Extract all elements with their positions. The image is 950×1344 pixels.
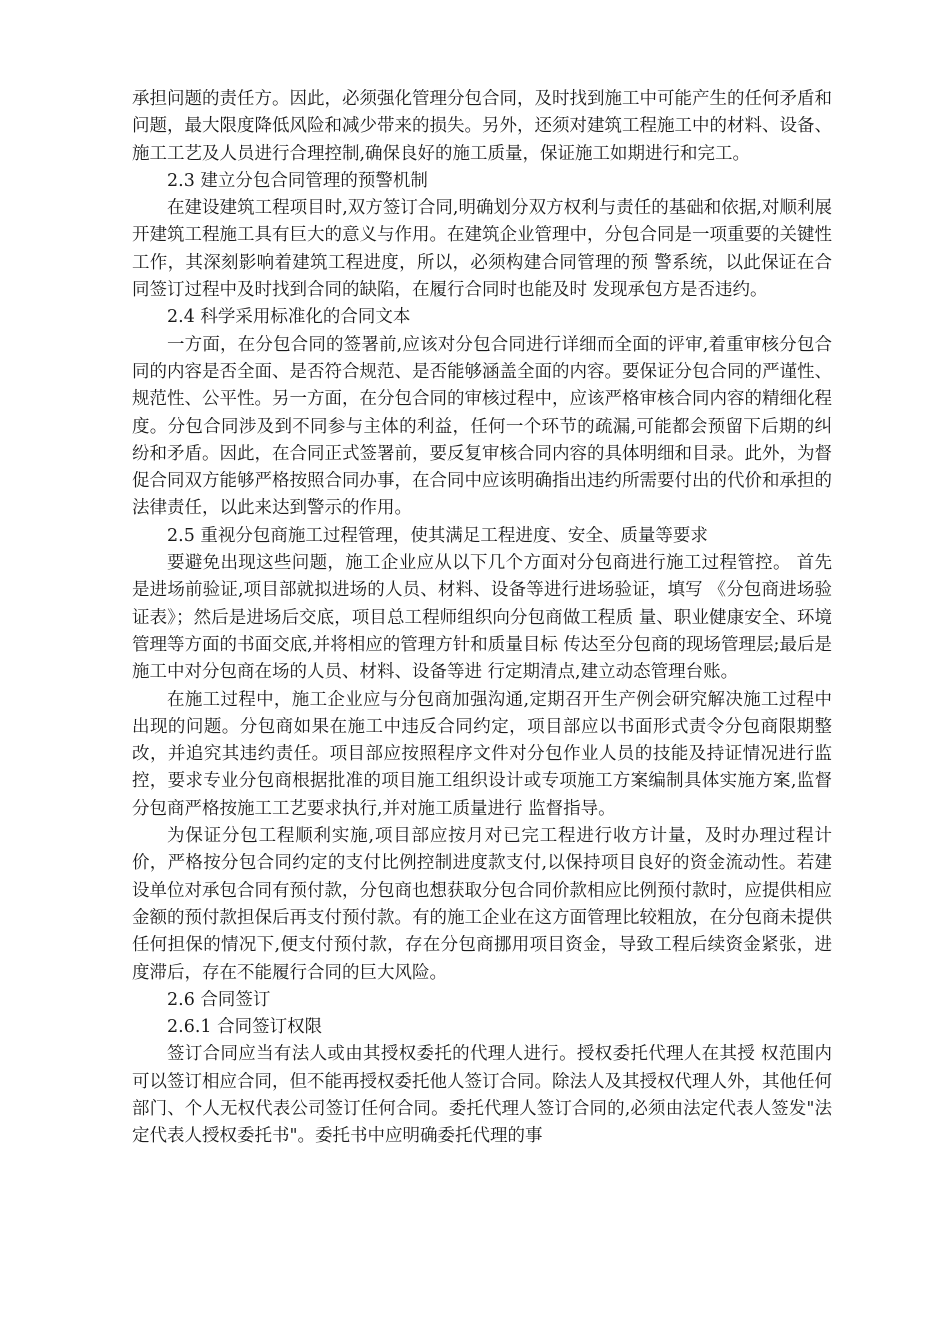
paragraph: 在建设建筑工程项目时,双方签订合同,明确划分双方权利与责任的基础和依据,对顺利展开建筑工程施工具有巨大的意义与作用。在建筑企业管理中，分包合同是一项重要的关键性工作，其深刻影响着建筑工程进度，所以，必须构建合同管理的预 警系统，以此保证在合同签订过程中及时找到合同的缺陷，在履行合同时也能及时 发现承包方是否违约。	[132, 198, 832, 301]
paragraph: 签订合同应当有法人或由其授权委托的代理人进行。授权委托代理人在其授 权范围内可以签订相应合同，但不能再授权委托他人签订合同。除法人及其授权代理人外，其他任何部门、个人无权代表公司签订任何合同。委托代理人签订合同的,必须由法定代表人签发"法定代表人授权委托书"。委托书中应明确委托代理的事	[132, 1044, 832, 1147]
section-heading: 2.4 科学采用标准化的合同文本	[167, 307, 411, 328]
paragraph: 在施工过程中，施工企业应与分包商加强沟通,定期召开生产例会研究解决施工过程中出现的问题。分包商如果在施工中违反合同约定，项目部应以书面形式责令分包商限期整改，并追究其违约责任。项目部应按照程序文件对分包作业人员的技能及持证情况进行监控，要求专业分包商根据批准的项目施工组织设计或专项施工方案编制具体实施方案,监督分包商严格按施工工艺要求执行,并对施工质量进行 监督指导。	[132, 689, 832, 819]
paragraph: 一方面，在分包合同的签署前,应该对分包合同进行详细而全面的评审,着重审核分包合同的内容是否全面、是否符合规范、是否能够涵盖全面的内容。要保证分包合同的严谨性、规范性、公平性。另一方面，在分包合同的审核过程中，应该严格审核合同内容的精细化程度。分包合同涉及到不同参与主体的利益，任何一个环节的疏漏,可能都会预留下后期的纠纷和矛盾。因此，在合同正式签署前，要反复审核合同内容的具体明细和目录。此外，为督促合同双方能够严格按照合同办事，在合同中应该明确指出违约所需要付出的代价和承担的法律责任，以此来达到警示的作用。	[132, 334, 832, 519]
paragraph: 承担问题的责任方。因此，必须强化管理分包合同，及时找到施工中可能产生的任何矛盾和问题，最大限度降低风险和减少带来的损失。另外，还须对建筑工程施工中的材料、设备、施工工艺及人员进行合理控制,确保良好的施工质量，保证施工如期进行和完工。	[132, 89, 832, 164]
section-heading: 2.3 建立分包合同管理的预警机制	[167, 170, 428, 191]
document-page	[132, 86, 832, 1151]
paragraph: 为保证分包工程顺利实施,项目部应按月对已完工程进行收方计量，及时办理过程计价，严格按分包合同约定的支付比例控制进度款支付,以保持项目良好的资金流动性。若建设单位对承包合同有预付款，分包商也想获取分包合同价款相应比例预付款时，应提供相应金额的预付款担保后再支付预付款。有的施工企业在这方面管理比较粗放，在分包商未提供任何担保的情况下,便支付预付款，存在分包商挪用项目资金，导致工程后续资金紧张，进度滞后，存在不能履行合同的巨大风险。	[132, 826, 832, 983]
subsection-heading: 2.6.1 合同签订权限	[167, 1017, 323, 1038]
paragraph: 要避免出现这些问题，施工企业应从以下几个方面对分包商进行施工过程管控。 首先是进场前验证,项目部就拟进场的人员、材料、设备等进行进场验证，填写 《分包商进场验证表》；然后是进场后交底，项目总工程师组织向分包商做工程质 量、职业健康安全、环境管理等方面的书面交底,并将相应的管理方针和质量目标 传达至分包商的现场管理层;最后是施工中对分包商在场的人员、材料、设备等进 行定期清点,建立动态管理台账。	[132, 553, 832, 683]
section-heading: 2.6 合同签订	[167, 989, 271, 1010]
section-heading: 2.5 重视分包商施工过程管理，使其满足工程进度、安全、质量等要求	[167, 525, 708, 546]
